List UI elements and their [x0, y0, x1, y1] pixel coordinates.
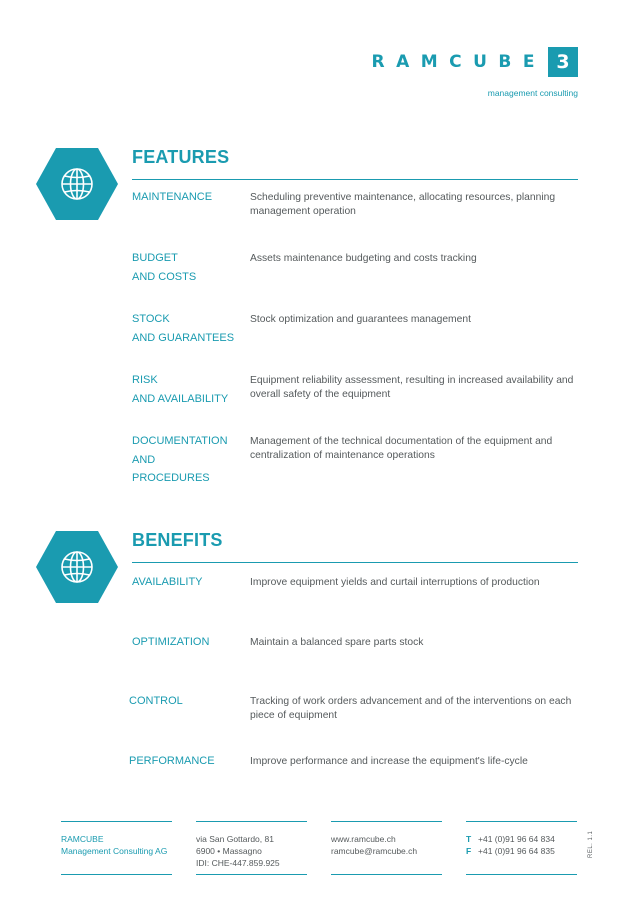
- revision-label: REL. 1.1: [588, 830, 594, 858]
- brand-tagline: management consulting: [487, 88, 578, 98]
- phone-key: T: [466, 834, 472, 844]
- benefits-divider: [132, 562, 578, 563]
- label-line: AND GUARANTEES: [132, 331, 235, 344]
- footer-company-sub: Management Consulting AG: [61, 846, 168, 856]
- benefits-item-label: [129, 752, 215, 771]
- footer-fax: [466, 845, 577, 857]
- label-line: AVAILABILITY: [132, 576, 203, 588]
- label-line: PERFORMANCE: [129, 755, 215, 767]
- features-item-label: [132, 310, 234, 347]
- footer-rule: [331, 874, 442, 875]
- footer-address-line: 6900 • Massagno: [196, 846, 262, 856]
- label-line: AND: [132, 453, 156, 466]
- footer-rule: [61, 821, 172, 822]
- label-line: MAINTENANCE: [132, 191, 213, 203]
- features-item-label: [132, 371, 228, 408]
- label-line: BUDGET: [132, 252, 178, 264]
- benefits-title: BENEFITS: [132, 530, 223, 550]
- features-globe-icon: [36, 148, 118, 220]
- features-divider: [132, 179, 578, 180]
- benefits-item-description: Maintain a balanced spare parts stock: [250, 637, 424, 648]
- footer-company: [61, 833, 172, 857]
- footer-company-name: RAMCUBE: [61, 834, 104, 844]
- benefits-item-label: [129, 692, 183, 711]
- benefits-item-description: Tracking of work orders advancement and of the interventions on each piece of equipment: [250, 696, 572, 721]
- benefits-item-label: [132, 633, 209, 652]
- footer-rule: [466, 821, 577, 822]
- footer-rule: [196, 874, 307, 875]
- phone-number: +41 (0)91 96 64 834: [478, 834, 555, 844]
- footer-phones: [466, 833, 577, 857]
- label-line: OPTIMIZATION: [132, 636, 210, 648]
- label-line: CONTROL: [129, 695, 183, 707]
- features-item-description: Scheduling preventive maintenance, allocating resources, planning management operation: [250, 192, 556, 217]
- footer-address-line: via San Gottardo, 81: [196, 834, 274, 844]
- fax-key: F: [466, 846, 472, 856]
- benefits-item-label: [132, 573, 203, 592]
- label-line: DOCUMENTATION: [132, 435, 228, 447]
- benefits-item-description: Improve equipment yields and curtail interruptions of production: [250, 577, 540, 588]
- brand-number-box: 3: [548, 47, 578, 77]
- footer-website-link[interactable]: www.ramcube.ch: [331, 834, 396, 844]
- footer-email-link[interactable]: ramcube@ramcube.ch: [331, 846, 418, 856]
- label-line: AND COSTS: [132, 270, 197, 283]
- label-line: AND AVAILABILITY: [132, 392, 229, 405]
- footer-web: [331, 833, 442, 857]
- footer-phone: [466, 833, 577, 845]
- footer-rule: [196, 821, 307, 822]
- benefits-globe-icon: [36, 531, 118, 603]
- footer-address-line: IDI: CHE-447.859.925: [196, 858, 280, 868]
- brand-name: RAMCUBE: [371, 52, 546, 72]
- label-line: STOCK: [132, 313, 170, 325]
- footer-rule: [466, 874, 577, 875]
- brand-logo: [371, 47, 578, 77]
- features-item-label: [132, 249, 196, 286]
- label-line: RISK: [132, 374, 158, 386]
- fax-number: +41 (0)91 96 64 835: [478, 846, 555, 856]
- benefits-item-description: Improve performance and increase the equipment's life-cycle: [250, 756, 528, 767]
- footer-rule: [331, 821, 442, 822]
- features-item-label: [132, 432, 228, 488]
- features-item-description: Stock optimization and guarantees management: [250, 314, 471, 325]
- features-item-description: Management of the technical documentation of the equipment and centralization of maintenance operations: [250, 436, 553, 461]
- footer-rule: [61, 874, 172, 875]
- footer-address: [196, 833, 307, 869]
- features-item-description: Assets maintenance budgeting and costs tracking: [250, 253, 477, 264]
- features-item-description: Equipment reliability assessment, resulting in increased availability and overall safety of the equipment: [250, 375, 574, 400]
- features-item-label: [132, 188, 212, 207]
- features-title: FEATURES: [132, 147, 230, 167]
- label-line: PROCEDURES: [132, 472, 210, 484]
